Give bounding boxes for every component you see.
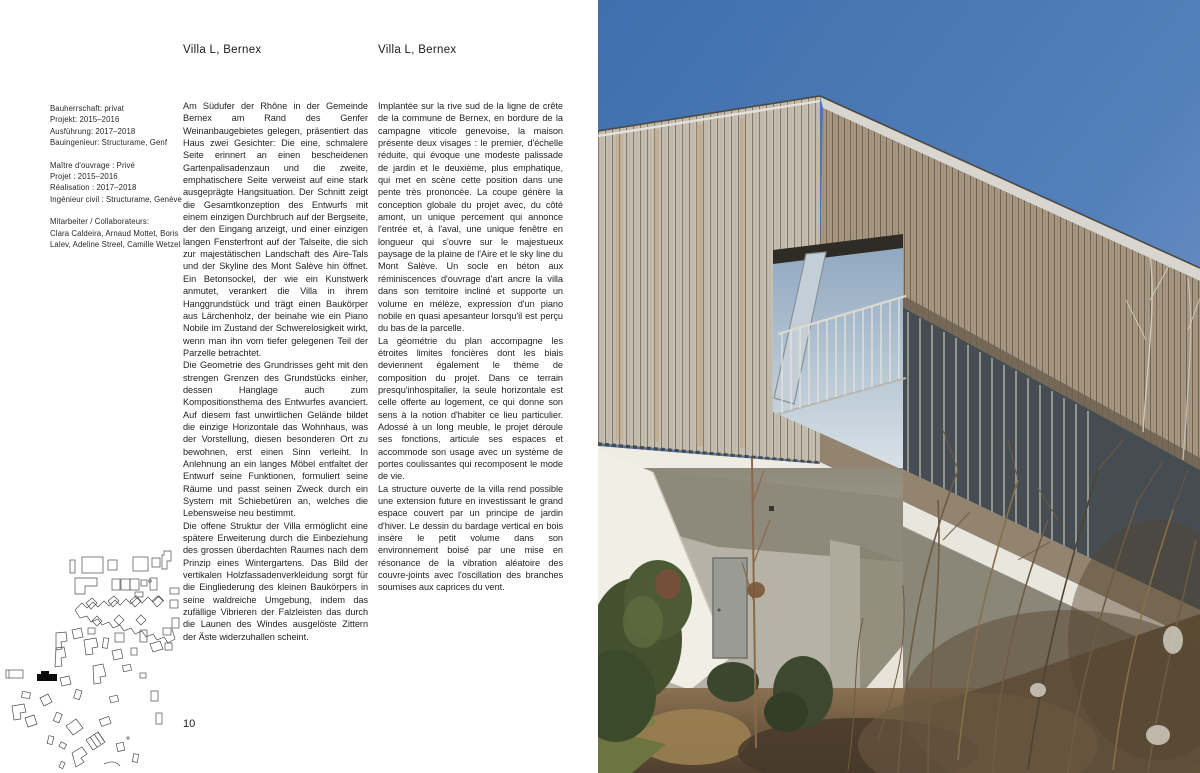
villa-photograph xyxy=(598,0,1200,773)
site-plan-drawing xyxy=(0,548,180,773)
porch-door xyxy=(713,558,747,658)
paragraph: Am Südufer der Rhône in der Gemeinde Bernex am Rand des Genfer Weinanbaugebietes gelegen, präsentiert das Haus zwei Gesichter: Die eine, schmalere Seite erinnert an einen bescheidenen Gartenpalisadenzaun und die zweite, emphatischere Seite verweist auf eine stark ausgeprägte Hangsituation. Der Schnitt zeigt die Gesamtkonzeption des Entwurfs mit einem einzigen Durchbruch auf der Bergseite, der den Eingang anzeigt, und einer einzigen langen Fensterfront auf der Talseite, die sich zur majestätischen Landschaft des Aire-Tals und der Skyline des Mont Salève hin öffnet. Ein Betonsockel, der wie ein Kunstwerk anmutet, verankert die Villa in ihrem Hanggrundstück und trägt einen Baukörper aus Lärchenholz, der beinahe wie ein Piano Nobile im Zustand der Schwerelosigkeit wirkt, wenn man ihn vom tiefer gelegenen Teil der Parzelle betrachtet. xyxy=(183,101,368,358)
credit-line: Ausführung: 2017–2018 xyxy=(50,126,136,136)
page-number: 10 xyxy=(183,718,196,730)
leafy-branch xyxy=(707,662,759,702)
paragraph: La structure ouverte de la villa rend possible une extension future en investissant le grand espace couvert par un principe de jardin d'hiver. Le dessin du bardage vertical en bois insère le petit volume dans son environnement boisé par une mise en résonance de la vibration aléatoire des couvre-joints avec l'oscillation des branches soumises aux caprices du vent. xyxy=(378,483,563,593)
paragraph: Die Geometrie des Grundrisses geht mit den strengen Grenzen des Grundstücks einher, dessen Hanglage auch zum Kompositionsthema des Entwurfes avanciert. Auf diesem fast unwirtlichen Gelände bildet die einzige Horizontale das Wohnhaus, was der Vorstellung, diesen besonderen Ort zu bewohnen, erst einen Sinn verleiht. In Anlehnung an ein langes Möbel entfaltet der Entwurf seine Funktionen, formuliert seine Räume und passt seinen Zweck durch ein System mit Schiebetüren an, welches die Lebensweise neu bestimmt. xyxy=(183,360,368,519)
collaborators-names: Clara Caldeira, Arnaud Mottet, Boris Lalev, Adeline Streel, Camille Wetzel xyxy=(50,228,181,250)
credit-line: Projet : 2015–2016 xyxy=(50,172,118,182)
door-handle xyxy=(717,608,720,611)
credits-column xyxy=(50,103,186,261)
credits-french xyxy=(50,160,186,206)
credit-line: Maître d'ouvrage : Privé xyxy=(50,160,135,170)
credit-line: Bauherrschaft: privat xyxy=(50,104,125,113)
credits-german xyxy=(50,103,186,149)
credit-line: Ingénieur civil : Structurame, Genève xyxy=(50,194,182,204)
credit-line: Projekt: 2015–2016 xyxy=(50,115,120,125)
credit-line: Réalisation : 2017–2018 xyxy=(50,183,137,193)
paragraph: La géométrie du plan accompagne les étroites limites foncières dont les biais deviennent également le thème de composition du projet. Dans ce terrain presqu'inhospitalier, la seule horizontale est celle offerte au logement, ce qui donne son sens à la notion d'habiter ce lieu particulier. Adossé à un long meuble, le projet déroule ses fonctions, articule ses espaces et accommode son usage avec un système de portes coulissantes qui recomposent le mode de vie. xyxy=(378,335,563,482)
collaborators-title: Mitarbeiter / Collaborateurs: xyxy=(50,217,150,227)
paragraph: Implantée sur la rive sud de la ligne de crête de la commune de Bernex, en bordure de la campagne viticole genevoise, la maison présente deux visages : le premier, d'échelle réduite, qui évoque une modeste palissade de jardin et le deuxième, plus emphatique, qui met en scène cette position dans une pente très prononcée. La coupe génère la conception globale du projet avec, du côté amont, un unique percement qui annonce l'entrée et, à l'aval, une unique fenêtre en longueur qui s'ouvre sur le majestueux paysage de la plaine de l'Aire et le sky line du Mont Salève. Un socle en béton aux réminiscences d'ouvrage d'art ancre la villa dans son territoire incliné et supporte un volume en mélèze, expression d'un piano nobile en quasi apesanteur lorsqu'il est perçu du bas de la parcelle. xyxy=(378,101,563,334)
article-german xyxy=(183,44,368,643)
article-title-de: Villa L, Bernex xyxy=(183,44,262,56)
dry-grass xyxy=(635,709,751,765)
credits-collaborators xyxy=(50,216,186,250)
ceiling-vent xyxy=(769,506,774,511)
article-french xyxy=(378,44,563,594)
article-title-fr: Villa L, Bernex xyxy=(378,44,457,56)
credit-line: Bauingenieur: Structurame, Genf xyxy=(50,138,168,148)
paragraph: Die offene Struktur der Villa ermöglicht eine spätere Erweiterung durch die Einbeziehung des grossen überdachten Raumes nach dem Prinzip eines Wintergartens. Das Bild der vertikalen Holzfassadenverkleidung sorgt für die Eingliederung des kleinen Baukörpers in seine waldreiche Umgebung, indem das zufällige Vibrieren der Falzleisten das durch die Launen des Windes ausgelöste Zittern der Äste widerzuhallen scheint. xyxy=(183,520,368,642)
